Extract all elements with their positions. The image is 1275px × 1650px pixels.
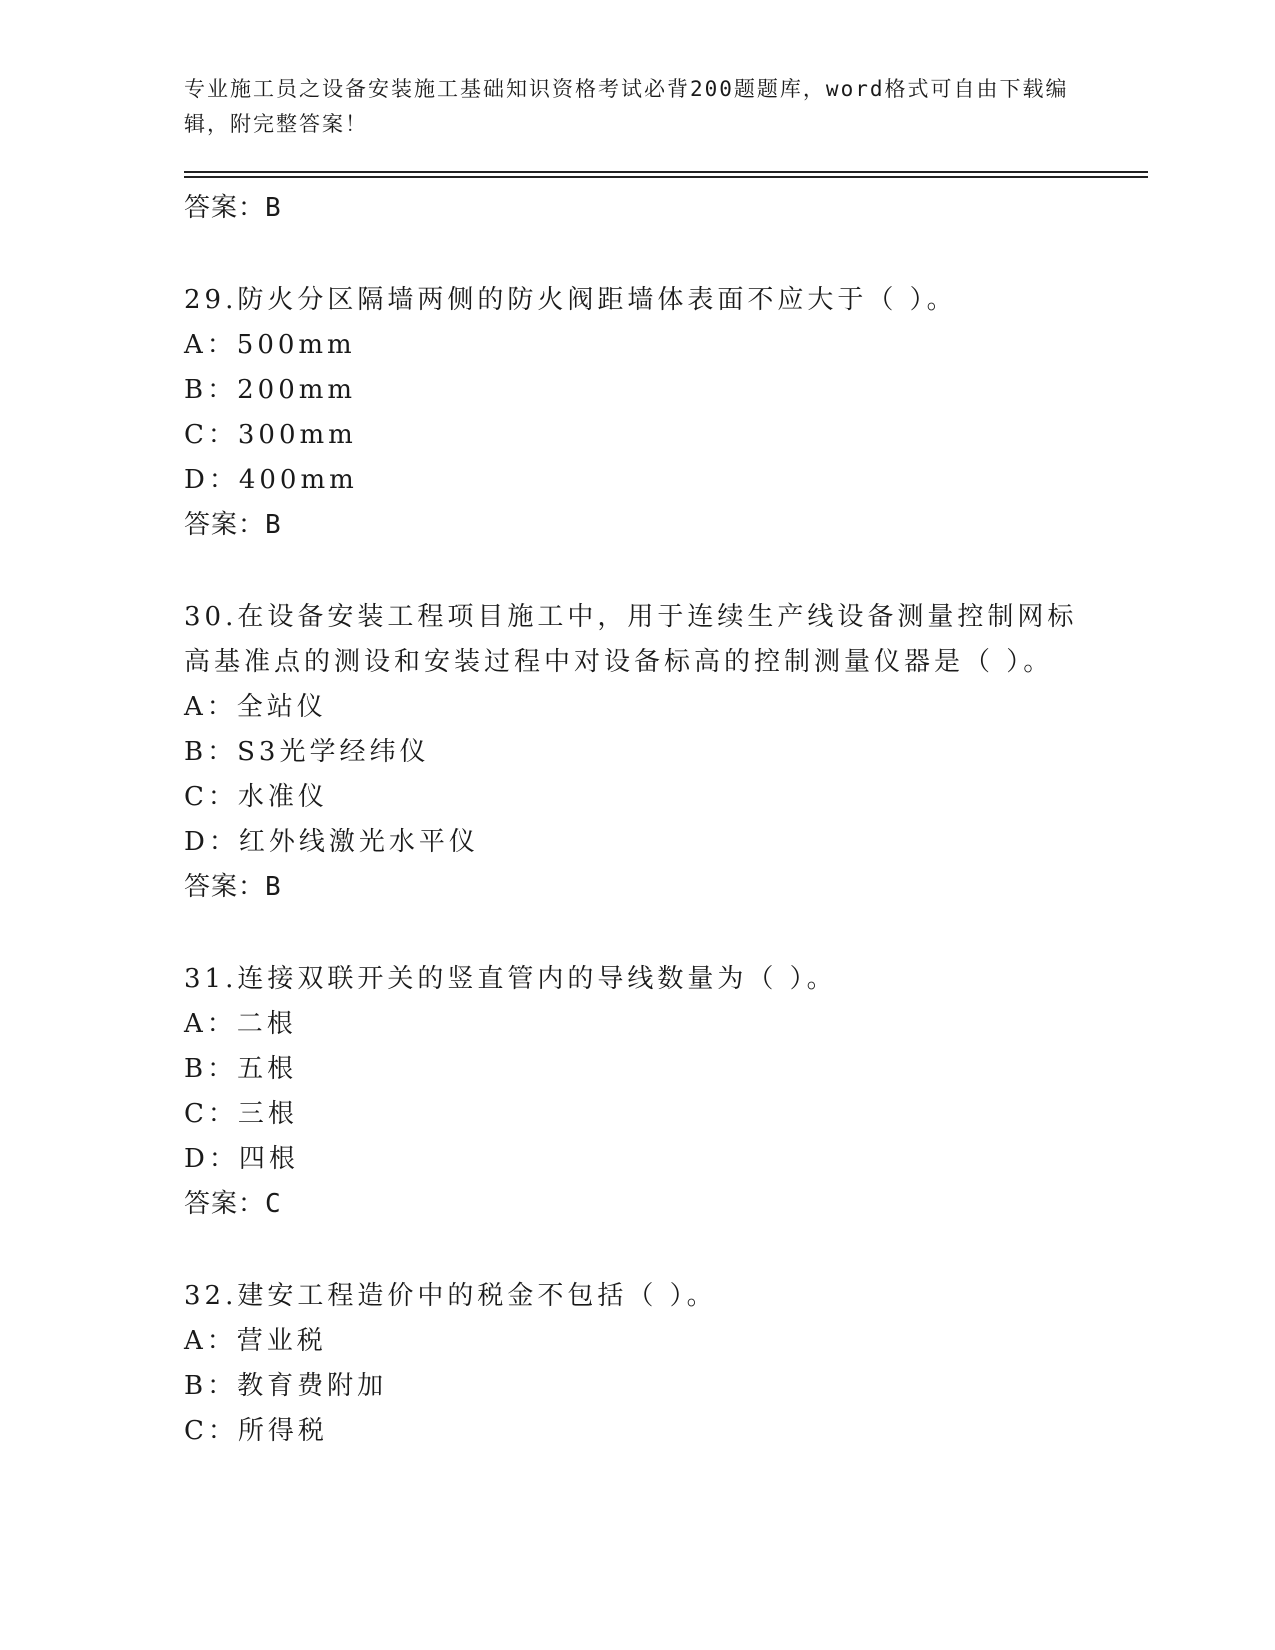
- option-b: B：200mm: [184, 375, 357, 405]
- option-a: A：全站仪: [184, 692, 327, 722]
- option-a: A：营业税: [184, 1326, 327, 1356]
- question-stem: 31.连接双联开关的竖直管内的导线数量为（ ）。: [184, 964, 837, 994]
- option-d: D：四根: [184, 1144, 299, 1174]
- option-b: B：教育费附加: [184, 1371, 388, 1401]
- answer-line: 答案：B: [184, 510, 282, 540]
- question-30: [184, 595, 1084, 910]
- option-c: C：水准仪: [184, 782, 328, 812]
- option-a: A：500mm: [184, 330, 356, 360]
- question-31: [184, 957, 1084, 1227]
- option-b: B：五根: [184, 1054, 298, 1084]
- document-header: [184, 72, 1084, 142]
- answer-line: 答案：B: [184, 193, 282, 223]
- question-32: [184, 1274, 1084, 1454]
- option-c: C：所得税: [184, 1416, 328, 1446]
- header-rule-bottom: [184, 176, 1148, 178]
- option-b: B：S3光学经纬仪: [184, 737, 430, 767]
- question-list: [184, 186, 1084, 1454]
- answer-line: 答案：C: [184, 1189, 282, 1219]
- answer-line: 答案：B: [184, 872, 282, 902]
- option-d: D：400mm: [184, 465, 358, 495]
- option-d: D：红外线激光水平仪: [184, 827, 479, 857]
- question-stem: 30.在设备安装工程项目施工中，用于连续生产线设备测量控制网标高基准点的测设和安装过程中对设备标高的控制测量仪器是（ ）。: [184, 602, 1078, 677]
- question-29: [184, 278, 1084, 548]
- question-stem: 29.防火分区隔墙两侧的防火阀距墙体表面不应大于（ ）。: [184, 285, 957, 315]
- option-a: A：二根: [184, 1009, 297, 1039]
- header-rule-top: [184, 171, 1148, 173]
- question-stem: 32.建安工程造价中的税金不包括（ ）。: [184, 1281, 717, 1311]
- header-title: 专业施工员之设备安装施工基础知识资格考试必背200题题库，word格式可自由下载编辑，附完整答案！: [184, 77, 1069, 136]
- option-c: C：300mm: [184, 420, 357, 450]
- option-c: C：三根: [184, 1099, 298, 1129]
